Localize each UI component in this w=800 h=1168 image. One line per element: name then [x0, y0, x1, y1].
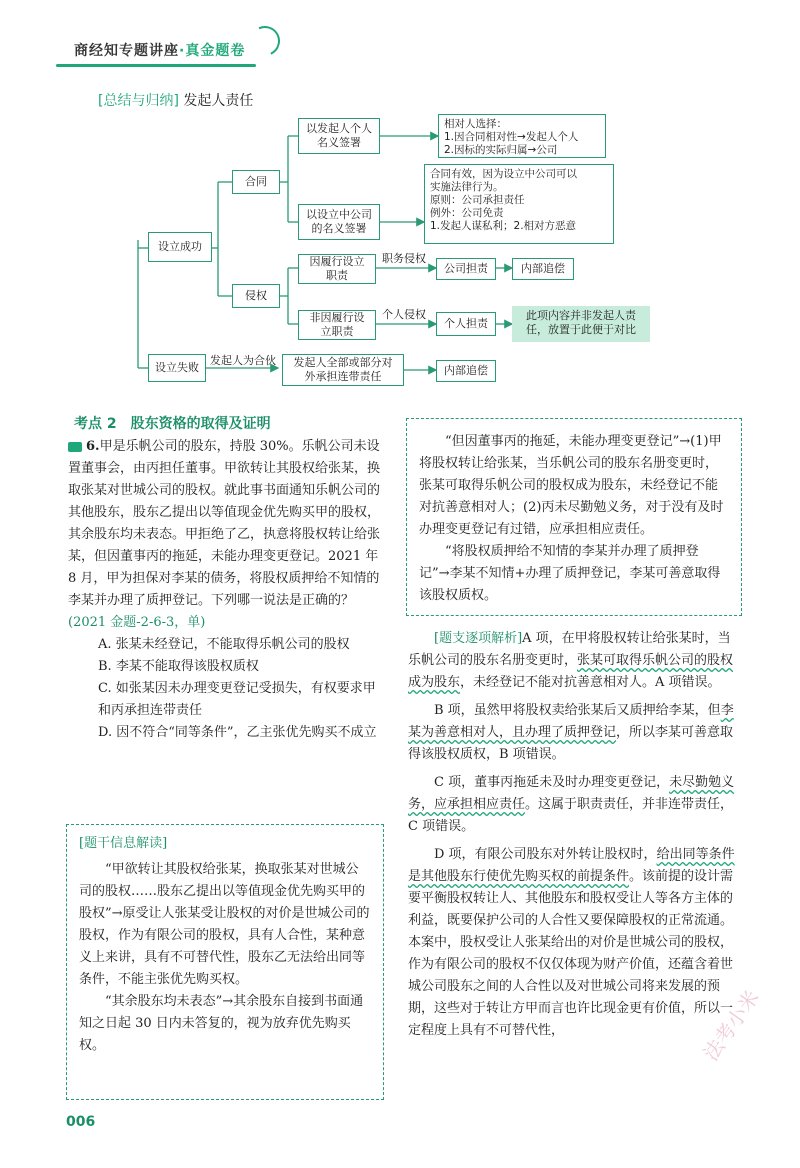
page-number: 006: [66, 1114, 96, 1130]
node-sign-company: 以设立中公司的名义签署: [298, 204, 380, 240]
node-tort: 侵权: [232, 284, 280, 308]
aside-comparison-note: 此项内容并非发起人责任，放置于此便于对比: [512, 306, 650, 342]
option-c: C. 如张某因未办理变更登记受损失，有权要求甲和丙承担连带责任: [98, 681, 376, 718]
analysis-text: 。这属于职责责任，并非连带责任，C 项错误。: [408, 797, 734, 834]
analysis-text: A 项，在甲将股权转让给张某时，当乐帆公司的股东名册变更时，: [408, 631, 731, 668]
summary-bracket: [总结与归纳]: [98, 93, 179, 109]
question-stem: [68, 436, 388, 612]
analysis-emphasis: 张某可取得乐帆公司的股权成为股东: [408, 653, 734, 690]
watermark: 法考小米: [698, 985, 765, 1066]
note2-line: 合同有效，因为设立中公司可以: [430, 168, 577, 180]
analysis-text: ，所以李某可善意取得该股权质权，B 项错误。: [408, 725, 734, 762]
header-main: 商经知专题讲座: [74, 43, 179, 59]
node-duty: 因履行设立职责: [298, 254, 376, 284]
info-continued-paragraph: “将股权质押给不知情的李某并办理了质押登记”→李某不知情+办理了质押登记，李某可善意取得该股权质权。: [419, 544, 721, 603]
info-interpretation-box: [66, 824, 384, 1100]
note2-line: 1.发起人谋私利；2.相对方恶意: [430, 220, 577, 232]
note-contract-valid: [424, 164, 614, 244]
info-continued-box: [406, 418, 742, 616]
option-b: B. 李某不能取得该股权质权: [98, 659, 259, 674]
note1-line: 相对人选择：: [444, 118, 507, 130]
analysis-text: B 项，虽然甲将股权卖给张某后又质押给李某，但: [434, 703, 721, 718]
node-fail-internal-recourse: 内部追偿: [436, 360, 496, 382]
option-a: A. 张某未经登记，不能取得乐帆公司的股权: [98, 637, 350, 652]
analysis-text: C 项，董事丙拖延未及时办理变更登记，: [434, 775, 670, 790]
node-joint-liability: 发起人全部或部分对外承担连带责任: [282, 354, 404, 386]
node-sign-personal: 以发起人个人名义签署: [298, 118, 380, 154]
analysis-tag: [题支逐项解析]: [434, 631, 523, 646]
node-personal-bears: 个人担责: [436, 312, 496, 336]
note-counterparty-choice: [438, 114, 606, 158]
label-personal-tort: 个人侵权: [382, 308, 426, 321]
info-box-title: [题干信息解读]: [79, 836, 168, 851]
analysis-text: D 项，有限公司股东对外转让股权时，: [434, 847, 657, 862]
analysis-a: [408, 628, 742, 694]
question-icon: [68, 442, 82, 452]
diagram-connectors: [0, 0, 800, 400]
label-partnership: 发起人为合伙: [210, 354, 276, 367]
label-duty-tort: 职务侵权: [382, 252, 426, 265]
question-source: (2021 金题-2-6-3，单): [68, 615, 206, 630]
analysis-b: [408, 700, 742, 766]
node-setup-success: 设立成功: [148, 232, 212, 262]
info-paragraph: “甲欲转让其股权给张某，换取张某对世城公司的股权……股东乙提出以等值现金优先购买甲的股权”→原受让人张某受让股权的对价是世城公司的股权，作为有限公司的股权，具有人合性，某种意义上来讲，具有不可替代性，股东乙无法给出同等条件，不能主张优先购买权。: [79, 862, 370, 987]
section-title: 考点 2 股东资格的取得及证明: [74, 416, 271, 432]
question-block: [68, 436, 388, 744]
analysis-emphasis: 未尽勤勉义务，应承担相应责任: [408, 775, 735, 812]
note2-line: 实施法律行为。: [430, 181, 504, 193]
node-nonduty: 非因履行设立职责: [298, 310, 376, 340]
question-text: 甲是乐帆公司的股东，持股 30%。乐帆公司未设置董事会，由丙担任董事。甲欲转让其股权给张某，换取张某对世城公司的股权。就此事书面通知乐帆公司的其他股东，股东乙提出以等值现金优先购买甲的股权，其余股东均未表态。甲拒绝了乙，执意将股权转让给张某，但因董事丙的拖延，未能办理变更登记。2021 年 8 月，甲为担保对李某的债务，将股权质押给不知情的李某并办理了质押登记。下列哪一说法是正确的？: [68, 439, 381, 608]
node-company-bears: 公司担责: [436, 258, 496, 280]
node-contract: 合同: [232, 170, 280, 194]
option-d: D. 因不符合“同等条件”，乙主张优先购买不成立: [98, 725, 377, 740]
note1-line: 2.因标的实际归属→公司: [444, 144, 558, 156]
note1-line: 1.因合同相对性→发起人个人: [444, 131, 579, 143]
analysis-c: [408, 772, 742, 838]
info-paragraph: “其余股东均未表态”→其余股东自接到书面通知之日起 30 日内未答复的，视为放弃优先购买权。: [79, 994, 364, 1053]
question-number: 6.: [86, 439, 100, 454]
header-accent: 真金题卷: [185, 43, 246, 59]
analysis-emphasis: 李某为善意相对人，且办理了质押登记: [408, 703, 734, 740]
analysis-d: [408, 844, 742, 1042]
analysis-block: [408, 628, 742, 1048]
analysis-emphasis: 给出同等条件是其他股东行使优先购买权的前提条件: [408, 847, 735, 884]
node-setup-fail: 设立失败: [148, 354, 206, 382]
summary-title: 发起人责任: [183, 93, 254, 109]
header-dot: ·: [179, 43, 186, 59]
note2-line: 原则：公司承担责任: [430, 194, 525, 206]
node-internal-recourse: 内部追偿: [512, 258, 574, 280]
analysis-text: ，未经登记不能对抗善意相对人。A 项错误。: [460, 675, 721, 690]
analysis-text: 。该前提的设计需要平衡股权转让人、其他股东和股权受让人等各方主体的利益，既要保护公司的人合性又要保障股权的正常流通。本案中，股权受让人张某给出的对价是世城公司的股权，作为有限公司的股权不仅仅体现为财产价值，还蕴含着世城公司股东之间的人合性以及对世城公司将来发展的预期，这些对于转让方甲而言也许比现金更有价值，所以一定程度上具有不可替代性，: [408, 869, 734, 1038]
info-continued-paragraph: “但因董事丙的拖延，未能办理变更登记”→(1)甲将股权转让给张某，当乐帆公司的股东名册变更时，张某可取得乐帆公司的股权成为股东，未经登记不能对抗善意相对人；(2)丙未尽勤勉义务，对于没有及时办理变更登记有过错，应承担相应责任。: [419, 434, 724, 537]
note2-line: 例外：公司免责: [430, 207, 504, 219]
